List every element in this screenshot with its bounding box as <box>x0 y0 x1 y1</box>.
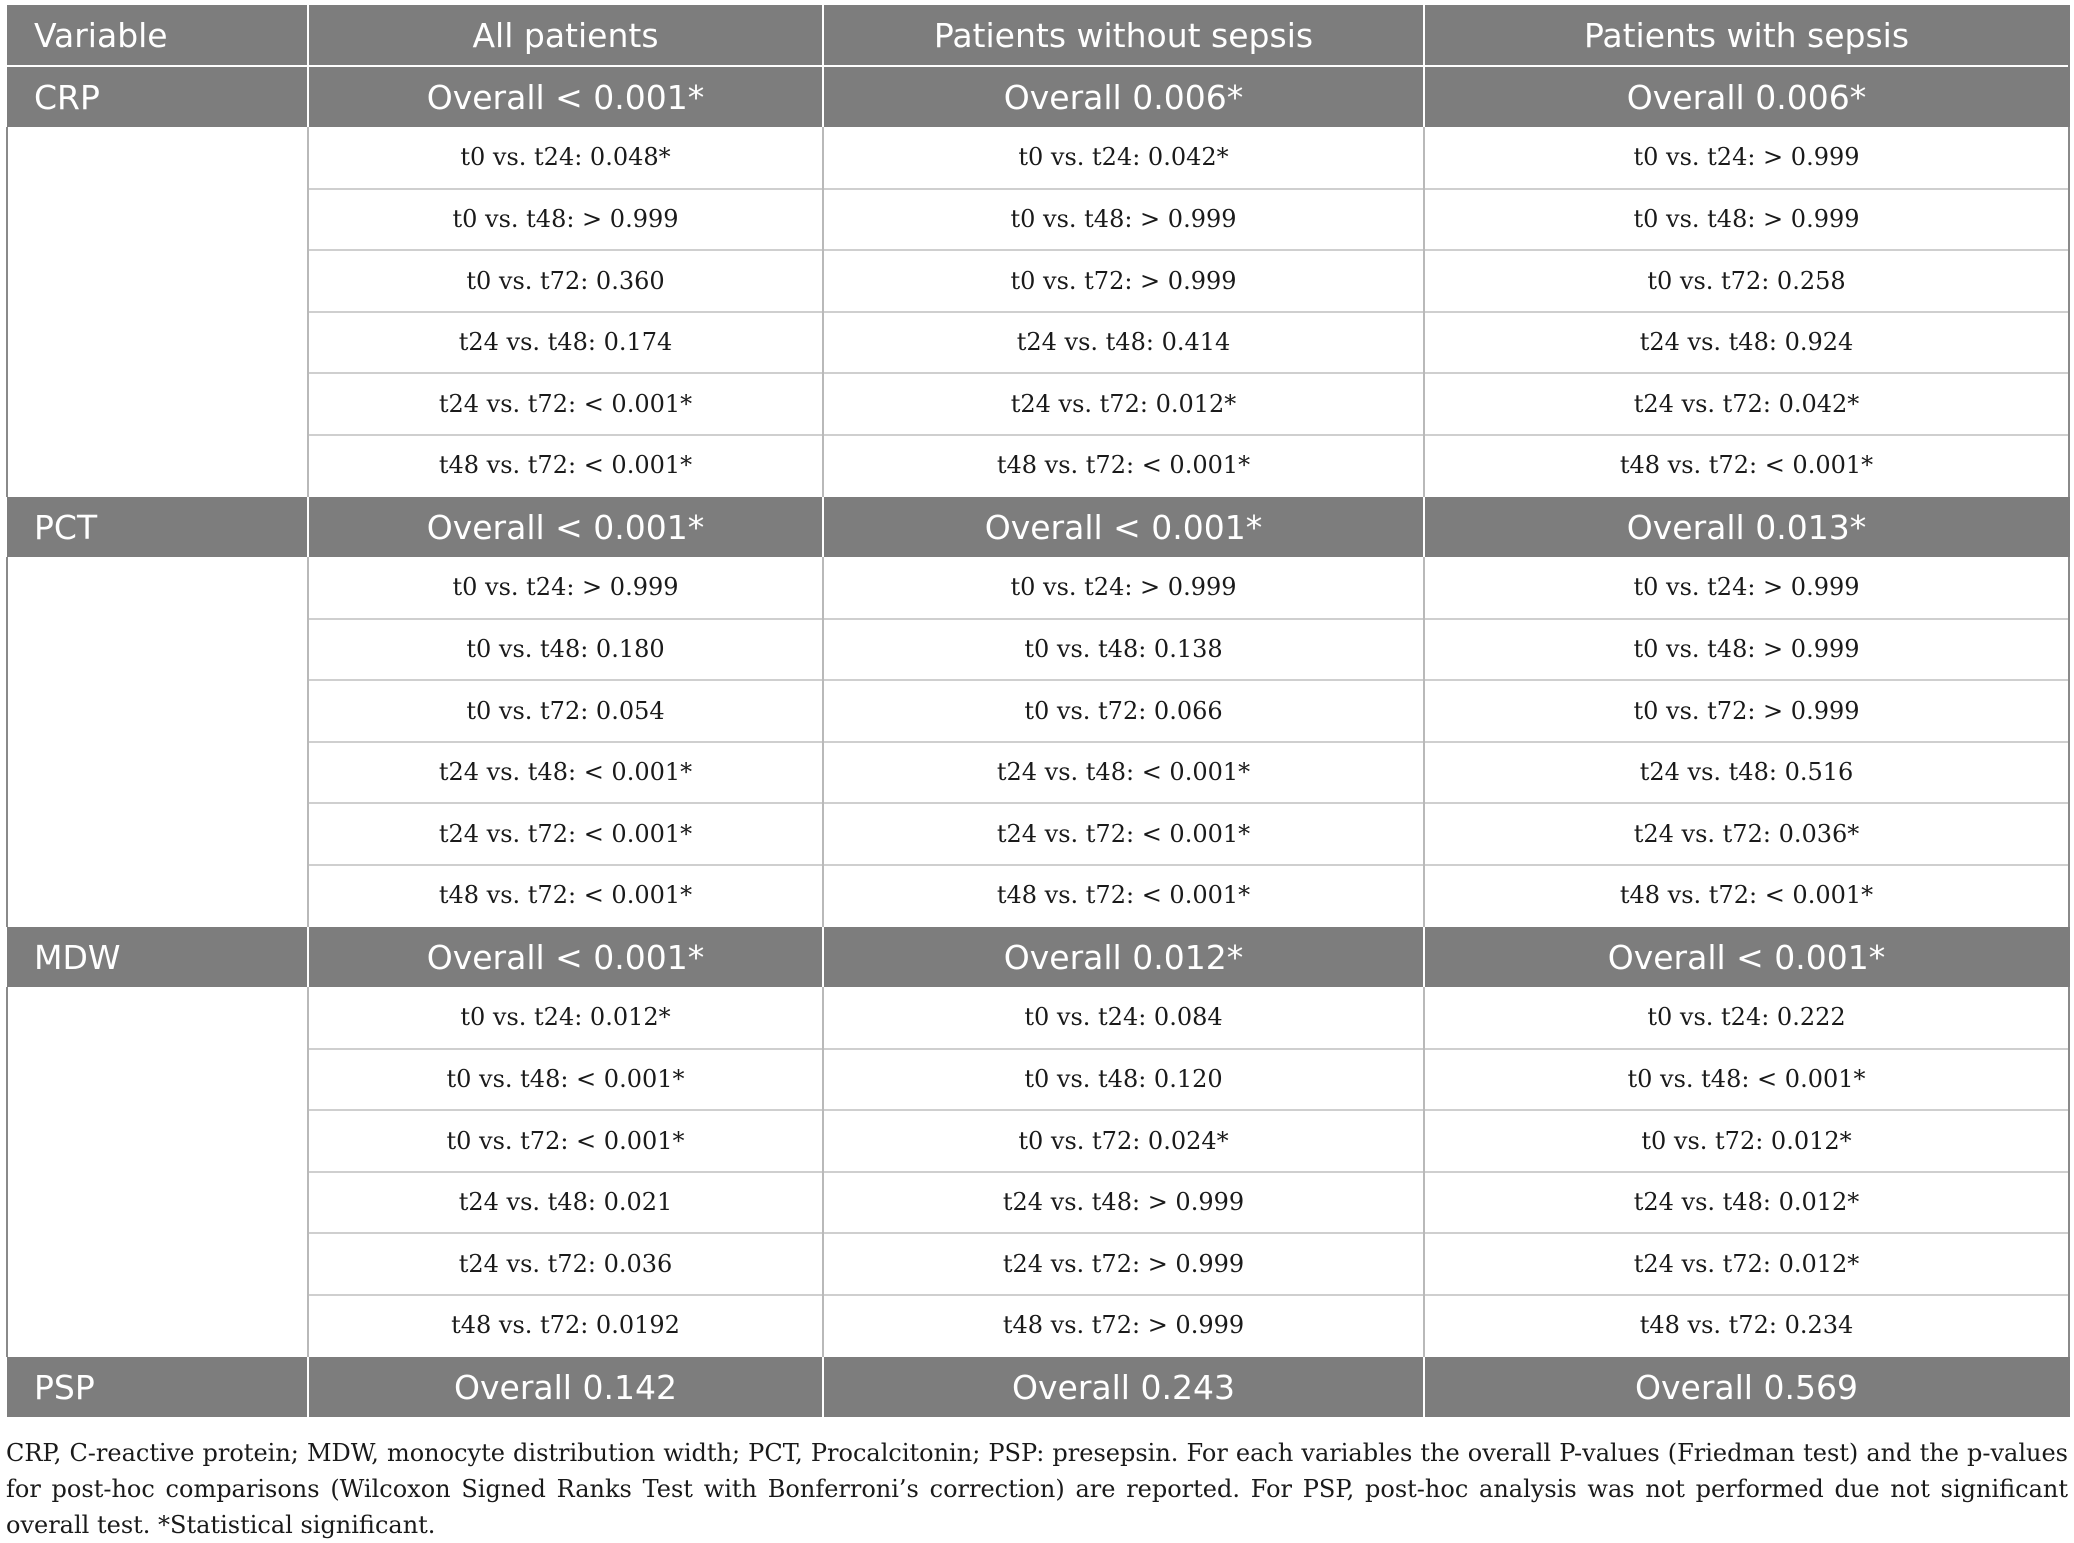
comparison-cell: t0 vs. t72: 0.258 <box>1424 250 2069 312</box>
header-variable: Variable <box>7 5 308 66</box>
comparison-cell: t0 vs. t72: > 0.999 <box>1424 680 2069 742</box>
empty-variable-cell <box>7 373 308 435</box>
empty-variable-cell <box>7 619 308 681</box>
comparison-cell: t48 vs. t72: < 0.001* <box>823 435 1424 497</box>
table-row <box>7 619 2069 681</box>
empty-variable-cell <box>7 1172 308 1234</box>
comparison-cell: t0 vs. t24: 0.012* <box>308 987 823 1049</box>
comparison-cell: t48 vs. t72: < 0.001* <box>308 865 823 927</box>
comparison-cell: t0 vs. t48: 0.180 <box>308 619 823 681</box>
empty-variable-cell <box>7 312 308 374</box>
table-row <box>7 1233 2069 1295</box>
comparison-cell: t0 vs. t72: 0.054 <box>308 680 823 742</box>
comparison-cell: t0 vs. t48: 0.120 <box>823 1049 1424 1111</box>
comparison-cell: t0 vs. t48: > 0.999 <box>1424 189 2069 251</box>
table-row <box>7 557 2069 619</box>
table-row <box>7 680 2069 742</box>
header-row <box>7 5 2069 66</box>
empty-variable-cell <box>7 127 308 189</box>
comparison-cell: t0 vs. t24: > 0.999 <box>308 557 823 619</box>
table-row <box>7 742 2069 804</box>
comparison-cell: t24 vs. t48: < 0.001* <box>308 742 823 804</box>
comparison-cell: t24 vs. t72: < 0.001* <box>308 803 823 865</box>
header-with-sepsis: Patients with sepsis <box>1424 5 2069 66</box>
comparison-cell: t24 vs. t48: 0.516 <box>1424 742 2069 804</box>
table-row <box>7 373 2069 435</box>
variable-label: PCT <box>7 496 308 557</box>
variable-label: PSP <box>7 1356 308 1417</box>
section-row-pct <box>7 496 2069 557</box>
table-row <box>7 1172 2069 1234</box>
comparison-cell: t24 vs. t48: 0.924 <box>1424 312 2069 374</box>
comparison-cell: t24 vs. t72: < 0.001* <box>308 373 823 435</box>
comparison-cell: t0 vs. t72: 0.360 <box>308 250 823 312</box>
section-row-mdw <box>7 926 2069 987</box>
comparison-cell: t24 vs. t72: 0.042* <box>1424 373 2069 435</box>
overall-p-value: Overall 0.012* <box>823 926 1424 987</box>
overall-p-value: Overall 0.142 <box>308 1356 823 1417</box>
overall-p-value: Overall 0.569 <box>1424 1356 2069 1417</box>
empty-variable-cell <box>7 1233 308 1295</box>
table-row <box>7 435 2069 497</box>
overall-p-value: Overall 0.006* <box>1424 66 2069 127</box>
empty-variable-cell <box>7 1049 308 1111</box>
comparison-cell: t48 vs. t72: 0.0192 <box>308 1295 823 1357</box>
comparison-cell: t0 vs. t72: < 0.001* <box>308 1110 823 1172</box>
table-row <box>7 189 2069 251</box>
results-table <box>6 5 2070 1417</box>
comparison-cell: t0 vs. t24: > 0.999 <box>1424 127 2069 189</box>
comparison-cell: t0 vs. t48: < 0.001* <box>1424 1049 2069 1111</box>
comparison-cell: t0 vs. t72: > 0.999 <box>823 250 1424 312</box>
comparison-cell: t24 vs. t48: 0.021 <box>308 1172 823 1234</box>
comparison-cell: t48 vs. t72: < 0.001* <box>308 435 823 497</box>
comparison-cell: t48 vs. t72: 0.234 <box>1424 1295 2069 1357</box>
empty-variable-cell <box>7 189 308 251</box>
comparison-cell: t24 vs. t72: < 0.001* <box>823 803 1424 865</box>
comparison-cell: t24 vs. t72: > 0.999 <box>823 1233 1424 1295</box>
comparison-cell: t24 vs. t72: 0.012* <box>823 373 1424 435</box>
comparison-cell: t24 vs. t48: 0.012* <box>1424 1172 2069 1234</box>
table-row <box>7 1049 2069 1111</box>
comparison-cell: t24 vs. t72: 0.036 <box>308 1233 823 1295</box>
comparison-cell: t0 vs. t24: 0.048* <box>308 127 823 189</box>
overall-p-value: Overall 0.243 <box>823 1356 1424 1417</box>
comparison-cell: t48 vs. t72: < 0.001* <box>823 865 1424 927</box>
empty-variable-cell <box>7 250 308 312</box>
overall-p-value: Overall 0.006* <box>823 66 1424 127</box>
comparison-cell: t0 vs. t48: > 0.999 <box>1424 619 2069 681</box>
comparison-cell: t48 vs. t72: < 0.001* <box>1424 435 2069 497</box>
overall-p-value: Overall < 0.001* <box>823 496 1424 557</box>
comparison-cell: t0 vs. t24: 0.042* <box>823 127 1424 189</box>
comparison-cell: t0 vs. t48: 0.138 <box>823 619 1424 681</box>
empty-variable-cell <box>7 680 308 742</box>
comparison-cell: t24 vs. t72: 0.012* <box>1424 1233 2069 1295</box>
table-row <box>7 987 2069 1049</box>
section-row-crp <box>7 66 2069 127</box>
comparison-cell: t24 vs. t72: 0.036* <box>1424 803 2069 865</box>
overall-p-value: Overall < 0.001* <box>308 496 823 557</box>
table-row <box>7 1110 2069 1172</box>
comparison-cell: t0 vs. t72: 0.024* <box>823 1110 1424 1172</box>
table-row <box>7 865 2069 927</box>
header-without-sepsis: Patients without sepsis <box>823 5 1424 66</box>
table-row <box>7 250 2069 312</box>
empty-variable-cell <box>7 987 308 1049</box>
empty-variable-cell <box>7 865 308 927</box>
empty-variable-cell <box>7 1295 308 1357</box>
comparison-cell: t0 vs. t72: 0.066 <box>823 680 1424 742</box>
table-row <box>7 312 2069 374</box>
empty-variable-cell <box>7 435 308 497</box>
comparison-cell: t24 vs. t48: 0.414 <box>823 312 1424 374</box>
overall-p-value: Overall < 0.001* <box>308 66 823 127</box>
section-row-psp <box>7 1356 2069 1417</box>
comparison-cell: t0 vs. t72: 0.012* <box>1424 1110 2069 1172</box>
variable-label: MDW <box>7 926 308 987</box>
table-body <box>7 66 2069 1417</box>
comparison-cell: t24 vs. t48: < 0.001* <box>823 742 1424 804</box>
header-all-patients: All patients <box>308 5 823 66</box>
comparison-cell: t0 vs. t48: < 0.001* <box>308 1049 823 1111</box>
overall-p-value: Overall < 0.001* <box>1424 926 2069 987</box>
comparison-cell: t0 vs. t24: > 0.999 <box>1424 557 2069 619</box>
overall-p-value: Overall < 0.001* <box>308 926 823 987</box>
table-row <box>7 1295 2069 1357</box>
comparison-cell: t24 vs. t48: 0.174 <box>308 312 823 374</box>
comparison-cell: t0 vs. t24: > 0.999 <box>823 557 1424 619</box>
empty-variable-cell <box>7 557 308 619</box>
comparison-cell: t48 vs. t72: < 0.001* <box>1424 865 2069 927</box>
comparison-cell: t48 vs. t72: > 0.999 <box>823 1295 1424 1357</box>
variable-label: CRP <box>7 66 308 127</box>
empty-variable-cell <box>7 1110 308 1172</box>
table-row <box>7 127 2069 189</box>
comparison-cell: t0 vs. t48: > 0.999 <box>823 189 1424 251</box>
table-row <box>7 803 2069 865</box>
table-container <box>6 5 2068 1417</box>
comparison-cell: t24 vs. t48: > 0.999 <box>823 1172 1424 1234</box>
comparison-cell: t0 vs. t24: 0.084 <box>823 987 1424 1049</box>
comparison-cell: t0 vs. t24: 0.222 <box>1424 987 2069 1049</box>
empty-variable-cell <box>7 742 308 804</box>
empty-variable-cell <box>7 803 308 865</box>
table-footnote: CRP, C-reactive protein; MDW, monocyte distribution width; PCT, Procalcitonin; PSP: presepsin. For each variables the overall P-values (Friedman test) and the p-values for post-hoc comparisons (Wilcoxon Signed Ranks Test with Bonferroni’s correction) are reported. For PSP, post-hoc analysis was not performed due not significant overall test. *Statistical significant. <box>6 1439 2068 1539</box>
overall-p-value: Overall 0.013* <box>1424 496 2069 557</box>
comparison-cell: t0 vs. t48: > 0.999 <box>308 189 823 251</box>
